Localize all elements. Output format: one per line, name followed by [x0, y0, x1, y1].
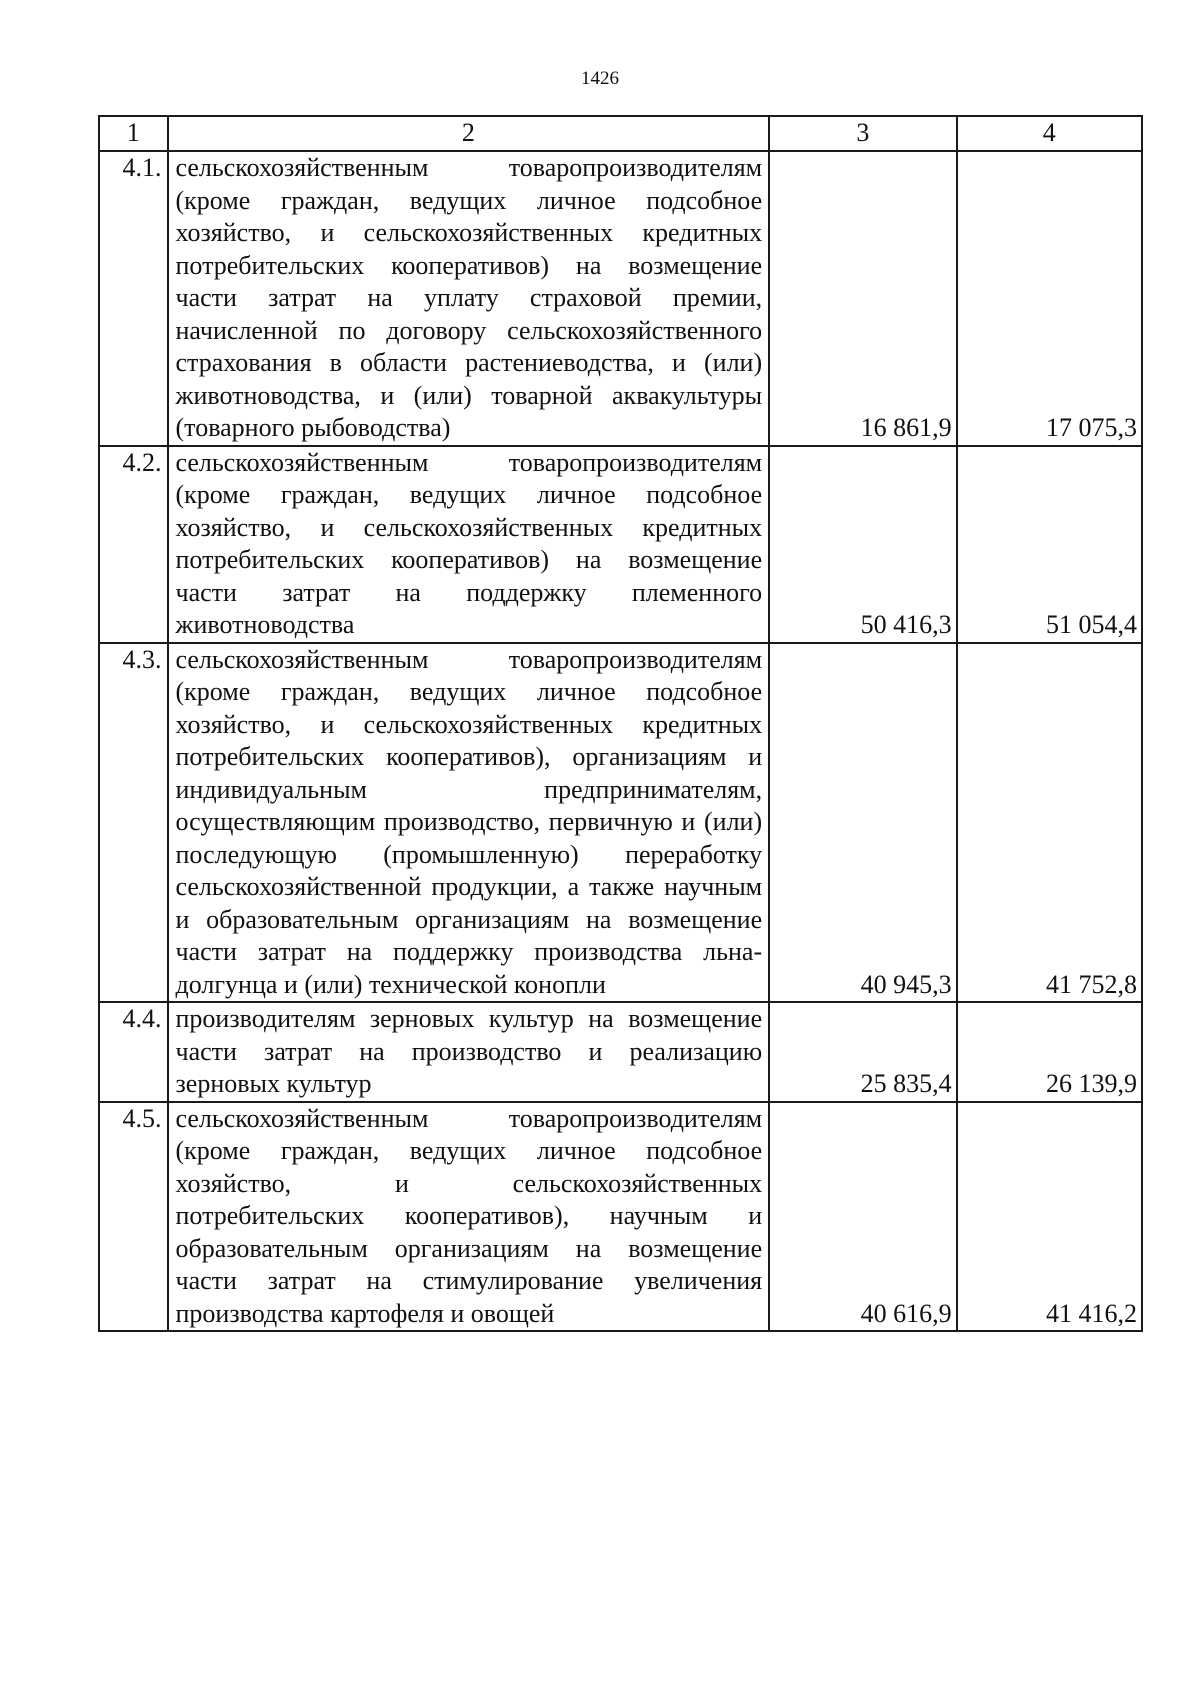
table-header-row [99, 116, 1142, 151]
row-value-col3: 40 616,9 [769, 1102, 956, 1332]
row-description: сельскохозяйственным товаропроизводителям (кроме граждан, ведущих личное подсобное хозяйство, и сельскохозяйственных кредитных потребительских кооперативов) на возмещение части затрат на уплату страховой премии, начисленной по договору сельскохозяйственного страхования в области растениеводства, и (или) животноводства, и (или) товарной аквакультуры (товарного рыбоводства) [168, 151, 770, 446]
budget-table [98, 115, 1143, 1332]
row-number: 4.1. [99, 151, 168, 446]
page-number: 1426 [581, 68, 619, 89]
row-number: 4.2. [99, 446, 168, 643]
header-col-1: 1 [99, 116, 168, 151]
table-row [99, 643, 1142, 1003]
row-description: сельскохозяйственным товаропроизводителям (кроме граждан, ведущих личное подсобное хозяйство, и сельскохозяйственных кредитных потребительских кооперативов), организациям и индивидуальным предпринимателям, осуществляющим производство, первичную и (или) последующую (промышленную) переработку сельскохозяйственной продукции, а также научным и образовательным организациям на возмещение части затрат на поддержку производства льна-долгунца и (или) технической конопли [168, 643, 770, 1003]
table-row [99, 446, 1142, 643]
row-number: 4.5. [99, 1102, 168, 1332]
row-value-col3: 16 861,9 [769, 151, 956, 446]
table-row [99, 151, 1142, 446]
header-col-3: 3 [769, 116, 956, 151]
row-number: 4.4. [99, 1002, 168, 1102]
row-description: производителям зерновых культур на возмещение части затрат на производство и реализацию зерновых культур [168, 1002, 770, 1102]
header-col-2: 2 [168, 116, 770, 151]
header-col-4: 4 [957, 116, 1142, 151]
row-description: сельскохозяйственным товаропроизводителям (кроме граждан, ведущих личное подсобное хозяйство, и сельскохозяйственных кредитных потребительских кооперативов) на возмещение части затрат на поддержку племенного животноводства [168, 446, 770, 643]
row-value-col4: 41 416,2 [957, 1102, 1142, 1332]
row-value-col4: 51 054,4 [957, 446, 1142, 643]
row-value-col3: 50 416,3 [769, 446, 956, 643]
table-row [99, 1002, 1142, 1102]
row-description: сельскохозяйственным товаропроизводителям (кроме граждан, ведущих личное подсобное хозяйство, и сельскохозяйственных потребительских кооперативов), научным и образовательным организациям на возмещение части затрат на стимулирование увеличения производства картофеля и овощей [168, 1102, 770, 1332]
row-value-col4: 41 752,8 [957, 643, 1142, 1003]
row-number: 4.3. [99, 643, 168, 1003]
row-value-col3: 25 835,4 [769, 1002, 956, 1102]
row-value-col4: 26 139,9 [957, 1002, 1142, 1102]
row-value-col3: 40 945,3 [769, 643, 956, 1003]
table-row [99, 1102, 1142, 1332]
row-value-col4: 17 075,3 [957, 151, 1142, 446]
